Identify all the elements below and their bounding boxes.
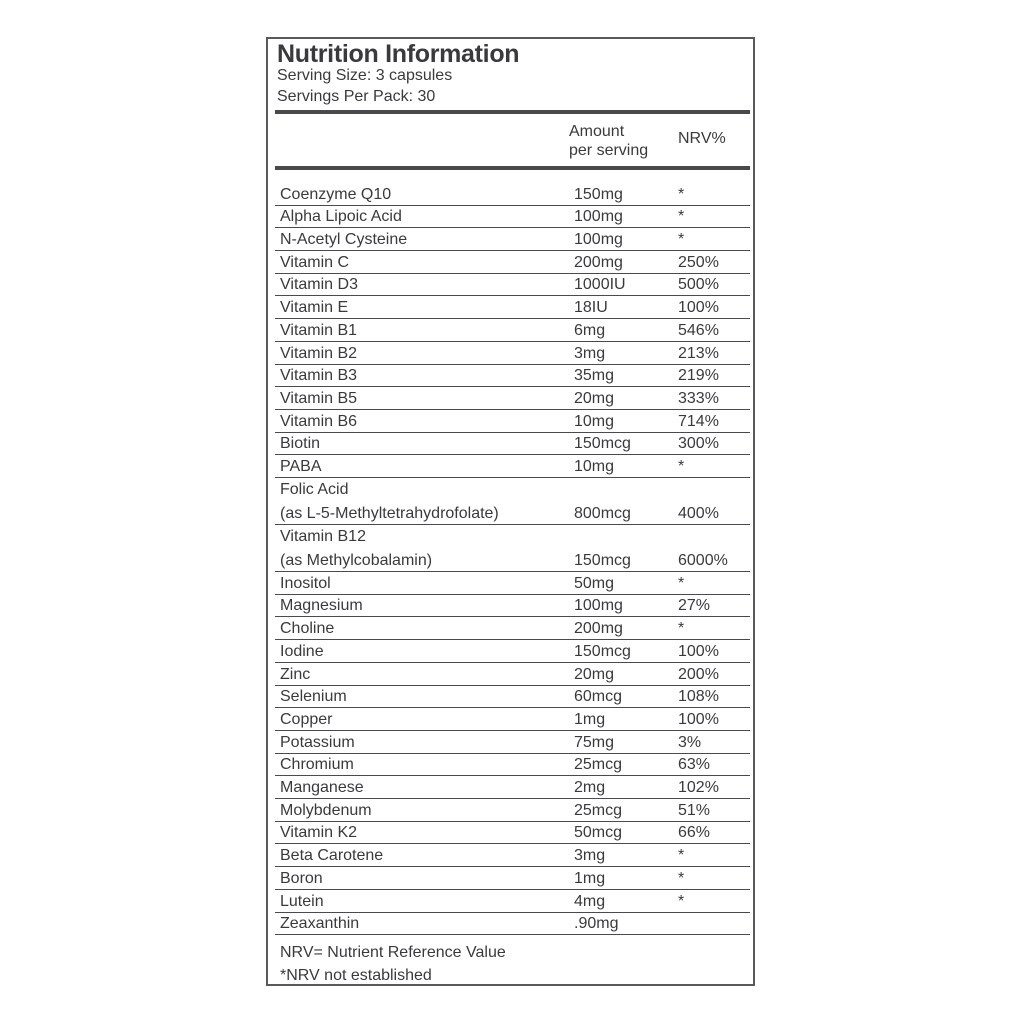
nutrient-nrv: * (678, 574, 685, 592)
nutrient-nrv: 213% (678, 344, 719, 362)
nutrient-amount: 100mg (574, 208, 623, 226)
nutrient-nrv: * (678, 231, 685, 249)
nutrient-nrv: 219% (678, 367, 719, 385)
table-row (268, 433, 753, 456)
table-row (268, 822, 753, 845)
nutrient-name: Copper (280, 710, 333, 728)
nutrient-amount: 150mcg (574, 435, 631, 453)
nutrient-name: Magnesium (280, 597, 363, 615)
table-row (268, 731, 753, 754)
panel-title: Nutrition Information (277, 40, 520, 68)
nutrient-nrv: 66% (678, 824, 711, 842)
nutrient-name: PABA (280, 458, 322, 476)
nutrient-nrv: 400% (678, 505, 719, 523)
table-row (268, 845, 753, 868)
nutrient-nrv: 3% (678, 733, 702, 751)
nutrient-amount: 4mg (574, 892, 606, 910)
nutrient-name-detail: (as Methylcobalamin) (280, 552, 433, 570)
nutrient-amount: 150mg (574, 185, 623, 203)
serving-size: Serving Size: 3 capsules (277, 67, 453, 84)
nutrient-amount: 1mg (574, 710, 606, 728)
nutrient-amount: 100mg (574, 597, 623, 615)
nutrient-nrv: 102% (678, 779, 719, 797)
nutrient-name: Vitamin B2 (280, 344, 358, 362)
nutrient-nrv: 100% (678, 642, 719, 660)
table-row (268, 183, 753, 206)
nutrient-nrv: * (678, 620, 685, 638)
nutrient-nrv: * (678, 892, 685, 910)
nutrient-name: Biotin (280, 435, 321, 453)
nutrient-name: Potassium (280, 733, 355, 751)
nutrient-amount: 50mcg (574, 824, 623, 842)
nutrient-name: N-Acetyl Cysteine (280, 231, 408, 249)
nutrient-name: Manganese (280, 779, 364, 797)
table-row (268, 663, 753, 686)
nutrient-name: Iodine (280, 642, 324, 660)
nutrient-name: Lutein (280, 892, 324, 910)
nutrient-amount: 2mg (574, 779, 606, 797)
nutrient-amount: 1000IU (574, 276, 626, 294)
nutrient-amount: 10mg (574, 412, 615, 430)
nutrient-amount: 150mcg (574, 552, 631, 570)
table-row (268, 618, 753, 641)
nutrient-nrv: 500% (678, 276, 719, 294)
row-divider (275, 934, 750, 935)
table-row (268, 708, 753, 731)
nutrient-nrv: 27% (678, 597, 711, 615)
nutrient-name: Choline (280, 620, 335, 638)
nutrition-panel (266, 37, 755, 986)
nutrient-amount: 3mg (574, 847, 606, 865)
nutrient-amount: 35mg (574, 367, 615, 385)
nutrient-nrv: 100% (678, 710, 719, 728)
nutrient-name: Vitamin B12 (280, 528, 366, 546)
table-row (268, 342, 753, 365)
nutrient-name-detail: (as L-5-Methyltetrahydrofolate) (280, 505, 499, 523)
nutrient-nrv: 250% (678, 253, 719, 271)
nutrient-nrv: * (678, 869, 685, 887)
nutrient-amount: 200mg (574, 620, 623, 638)
nutrient-name: Vitamin B3 (280, 367, 358, 385)
nutrient-name: Chromium (280, 756, 354, 774)
table-row (268, 867, 753, 890)
nutrient-name: Inositol (280, 574, 331, 592)
table-row (268, 776, 753, 799)
nutrient-nrv: 714% (678, 412, 719, 430)
nutrient-nrv: 108% (678, 688, 719, 706)
nutrient-name: Coenzyme Q10 (280, 185, 392, 203)
nutrient-name: Molybdenum (280, 801, 372, 819)
nutrient-amount: 800mcg (574, 505, 631, 523)
table-row (268, 228, 753, 251)
nutrient-name: Vitamin B6 (280, 412, 358, 430)
nutrient-amount: .90mg (574, 915, 619, 933)
nutrient-nrv: 63% (678, 756, 711, 774)
nutrient-nrv: 300% (678, 435, 719, 453)
nutrient-amount: 3mg (574, 344, 606, 362)
nutrient-name: Boron (280, 869, 323, 887)
nutrient-nrv: 6000% (678, 552, 728, 570)
nutrient-amount: 50mg (574, 574, 615, 592)
nutrient-name: Folic Acid (280, 481, 349, 499)
table-row (268, 572, 753, 595)
servings-per-pack: Servings Per Pack: 30 (277, 88, 436, 105)
nutrient-nrv: 333% (678, 389, 719, 407)
header-divider-top (275, 110, 750, 114)
nutrient-name: Vitamin B1 (280, 321, 358, 339)
table-row (268, 640, 753, 663)
nutrient-amount: 20mg (574, 389, 615, 407)
table-row (268, 319, 753, 342)
table-row (268, 410, 753, 433)
nutrient-amount: 10mg (574, 458, 615, 476)
nutrient-name: Vitamin C (280, 253, 350, 271)
table-row (268, 206, 753, 229)
nutrient-name: Beta Carotene (280, 847, 384, 865)
nutrient-amount: 150mcg (574, 642, 631, 660)
nutrient-name: Alpha Lipoic Acid (280, 208, 402, 226)
nutrient-nrv: * (678, 458, 685, 476)
nutrient-name: Vitamin E (280, 299, 349, 317)
nutrient-nrv: * (678, 208, 685, 226)
nutrient-amount: 1mg (574, 869, 606, 887)
nutrient-nrv: 100% (678, 299, 719, 317)
nrv-note: *NRV not established (280, 967, 432, 984)
nutrient-name: Zeaxanthin (280, 915, 360, 933)
nutrient-amount: 20mg (574, 665, 615, 683)
nutrient-name: Vitamin K2 (280, 824, 358, 842)
table-row (268, 365, 753, 388)
nutrient-name: Selenium (280, 688, 347, 706)
amount-header (569, 122, 648, 160)
table-row (268, 455, 753, 478)
nrv-definition: NRV= Nutrient Reference Value (280, 944, 506, 961)
table-row (268, 274, 753, 297)
nutrient-amount: 25mcg (574, 801, 623, 819)
nutrient-amount: 100mg (574, 231, 623, 249)
nutrient-amount: 18IU (574, 299, 608, 317)
table-row (268, 595, 753, 618)
table-row (268, 913, 753, 936)
nutrient-amount: 25mcg (574, 756, 623, 774)
table-row (268, 754, 753, 777)
table-row (268, 799, 753, 822)
nutrient-nrv: 546% (678, 321, 719, 339)
table-row (268, 297, 753, 320)
nutrient-amount: 6mg (574, 321, 606, 339)
table-row (268, 686, 753, 709)
nutrient-nrv: 51% (678, 801, 711, 819)
nutrient-name: Zinc (280, 665, 311, 683)
nutrient-name: Vitamin D3 (280, 276, 358, 294)
header-divider-bottom (275, 166, 750, 170)
nutrient-amount: 75mg (574, 733, 615, 751)
nutrient-nrv: * (678, 847, 685, 865)
nutrient-amount: 200mg (574, 253, 623, 271)
nutrient-amount: 60mcg (574, 688, 623, 706)
table-row (268, 890, 753, 913)
table-row (268, 478, 753, 525)
table-row (268, 387, 753, 410)
nutrient-nrv: * (678, 185, 685, 203)
amount-header-line2: per serving (569, 142, 649, 159)
table-row (268, 525, 753, 572)
table-row (268, 251, 753, 274)
nutrient-nrv: 200% (678, 665, 719, 683)
amount-header-line1: Amount (569, 123, 625, 140)
nutrient-name: Vitamin B5 (280, 389, 358, 407)
nrv-header: NRV% (678, 130, 726, 147)
